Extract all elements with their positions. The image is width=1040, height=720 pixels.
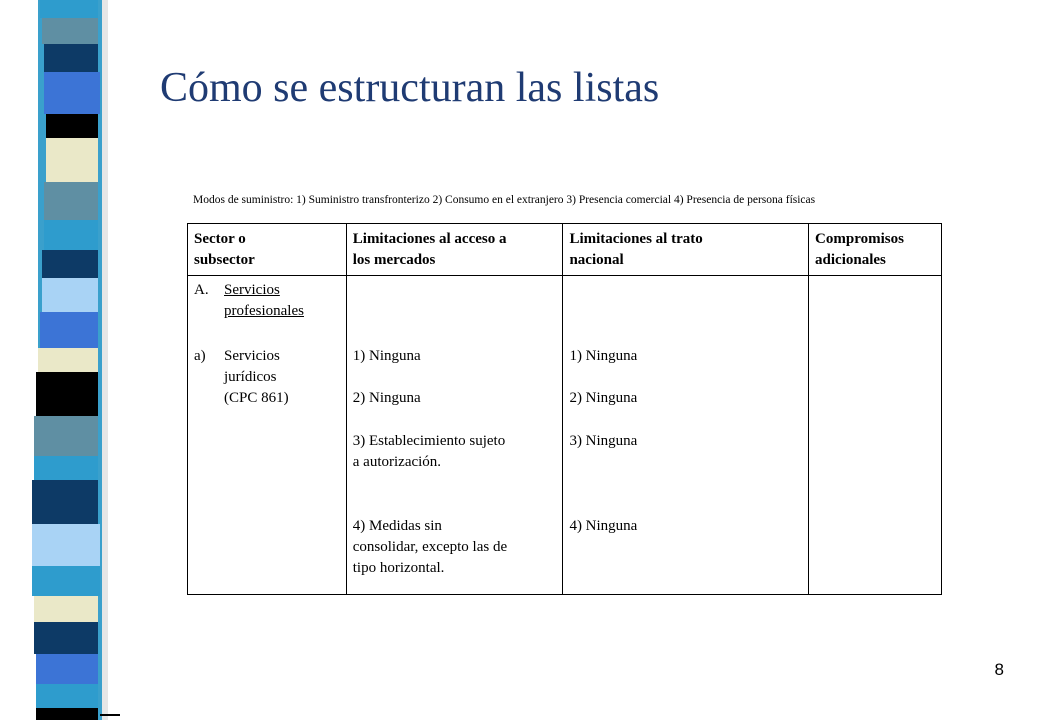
additional-commitments-cell [809,276,942,595]
schedule-table [187,223,942,595]
national-treatment-mode-3: 3) Ninguna [569,433,638,449]
national-treatment-cell [563,276,809,595]
sector-b-text: Servicios [224,348,280,364]
market-access-mode-1: 1) Ninguna [352,348,421,364]
table-header-row [188,224,942,276]
sector-cell: A. Servicios profesionales a) Servicios jurídicos (CPC 861) [188,276,347,595]
market-access-mode-4: 4) Medidas sin consolidar, excepto las de tipo horizontal. [352,518,508,576]
header-sector: Sector o subsector [188,224,347,276]
header-additional-commitments: Compromisos adicionales [809,224,942,276]
sector-a-text: Servicios [224,282,280,298]
slide-title: Cómo se estructuran las listas [160,65,660,111]
modes-of-supply-caption: Modos de suministro: 1) Suministro transfronterizo 2) Consumo en el extranjero 3) Presencia comercial 4) Presencia de persona físicas [193,194,816,206]
page-number: 8 [994,660,1004,679]
header-national-treatment: Limitaciones al trato nacional [563,224,809,276]
market-access-mode-3: 3) Establecimiento sujeto a autorización. [352,433,506,470]
sector-a-label: A. [194,282,209,298]
national-treatment-mode-2: 2) Ninguna [569,390,638,406]
table-row [188,276,942,595]
market-access-cell [346,276,563,595]
national-treatment-mode-4: 4) Ninguna [569,518,638,534]
market-access-mode-2: 2) Ninguna [352,390,421,406]
header-market-access: Limitaciones al acceso a los mercados [346,224,563,276]
national-treatment-mode-1: 1) Ninguna [569,348,638,364]
decorative-side-strip [0,0,120,720]
sector-b-label: a) [194,348,206,364]
